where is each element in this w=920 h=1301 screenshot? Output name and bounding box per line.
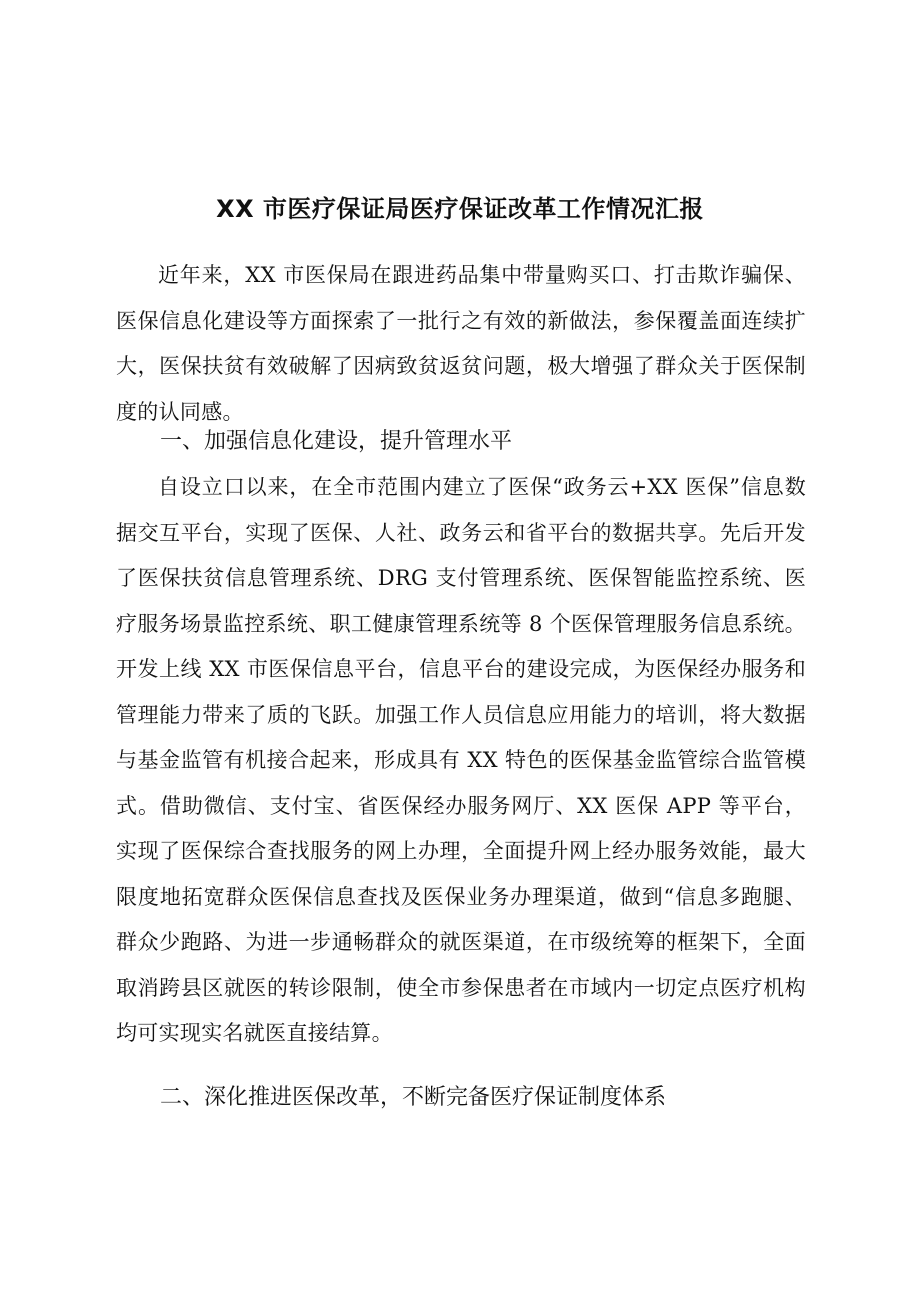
section-2-heading: 二、深化推进医保改革，不断完备医疗保证制度体系	[160, 1085, 667, 1110]
document-title: XX 市医疗保证局医疗保证改革工作情况汇报	[216, 195, 704, 223]
intro-paragraph: 近年来，XX 市医保局在跟进药品集中带量购买口、打击欺诈骗保、医保信息化建设等方面探索了一批行之有效的新做法，参保覆盖面连续扩大，医保扶贫有效破解了因病致贫返贫问题，极大增强了群众关于医保制度的认同感。	[116, 263, 806, 424]
section-1-paragraph: 自设立口以来，在全市范围内建立了医保“政务云+XX 医保”信息数据交互平台，实现了医保、人社、政务云和省平台的数据共享。先后开发了医保扶贫信息管理系统、DRG 支付管理系统、医保智能监控系统、医疗服务场景监控系统、职工健康管理系统等 8 个医保管理服务信息系统。开发上线 XX 市医保信息平台，信息平台的建设完成，为医保经办服务和管理能力带来了质的飞跃。加强工作人员信息应用能力的培训，将大数据与基金监管有机接合起来，形成具有 XX 特色的医保基金监管综合监管模式。借助微信、支付宝、省医保经办服务网厅、XX 医保 APP 等平台，实现了医保综合查找服务的网上办理，全面提升网上经办服务效能，最大限度地拓宽群众医保信息查找及医保业务办理渠道，做到“信息多跑腿、群众少跑路、为进一步通畅群众的就医渠道，在市级统筹的框架下，全面取消跨县区就医的转诊限制，使全市参保患者在市域内一切定点医疗机构均可实现实名就医直接结算。	[116, 475, 806, 1045]
section-1-heading: 一、加强信息化建设，提升管理水平	[160, 429, 513, 454]
